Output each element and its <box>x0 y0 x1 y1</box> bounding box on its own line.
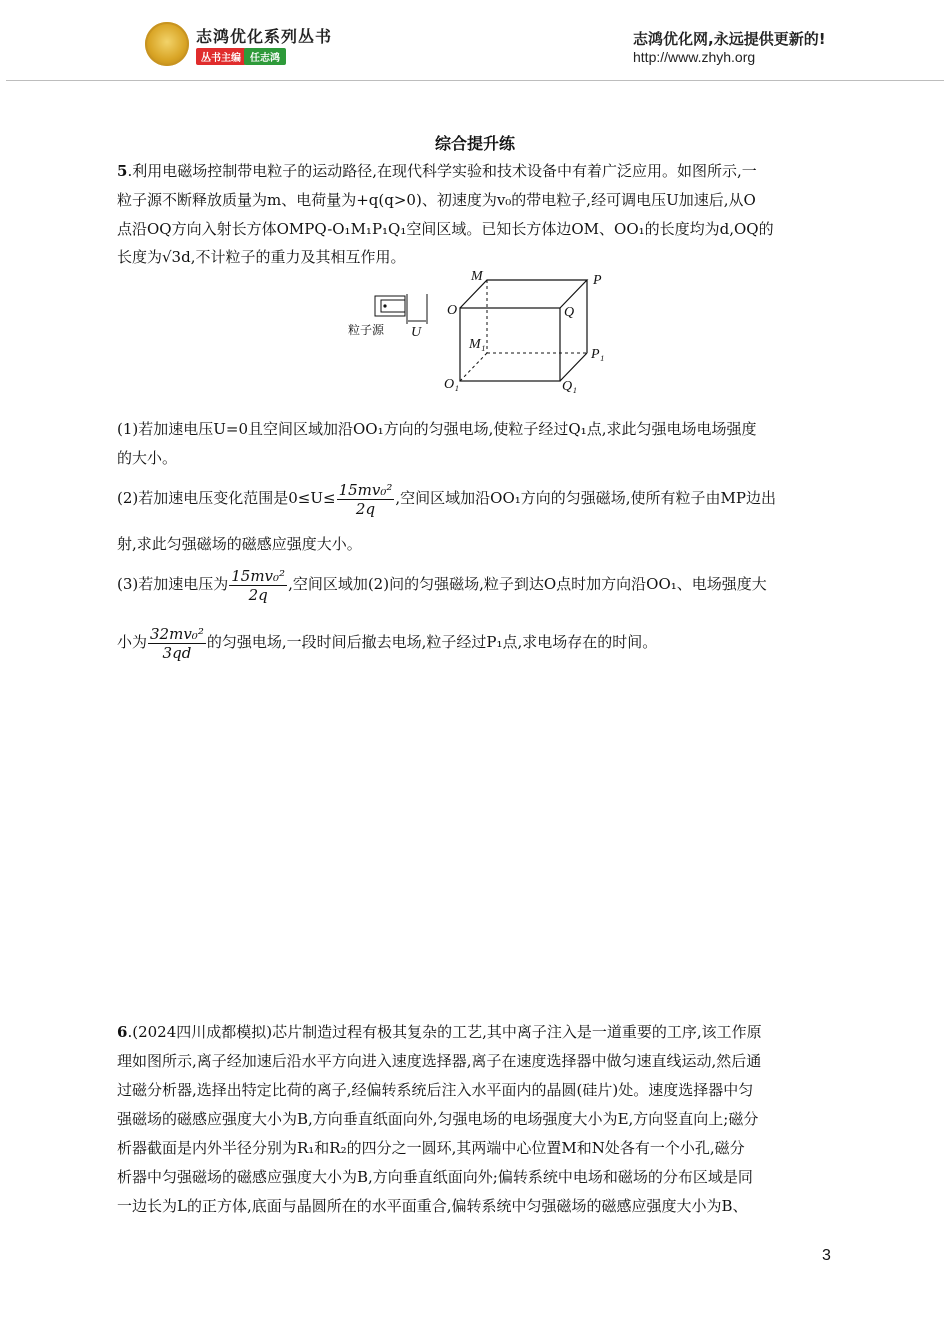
q5-part2-line-1 <box>117 478 833 518</box>
q6-line-7: 一边长为L的正方体,底面与晶圆所在的水平面重合,偏转系统中匀强磁场的磁感应强度大小为B、 <box>117 1197 748 1215</box>
page-number: 3 <box>822 1247 831 1264</box>
fraction-numerator: 15mv₀² <box>231 566 286 585</box>
q5-line-1: 5.利用电磁场控制带电粒子的运动路径,在现代科学实验和技术设备中有着广泛应用。如图所示,一 <box>117 162 757 180</box>
source-label: 粒子源 <box>348 323 385 337</box>
top-face <box>460 280 587 308</box>
q6-line-4: 强磁场的磁感应强度大小为B,方向垂直纸面向外,匀强电场的电场强度大小为E,方向竖直向上;磁分 <box>117 1110 759 1128</box>
q5-part3-line-1 <box>117 564 833 604</box>
q5-part3-line2-post: 的匀强电场,一段时间后撤去电场,粒子经过P₁点,求电场存在的时间。 <box>206 633 658 651</box>
fraction-denominator: 2q <box>355 499 376 518</box>
q6-text-1: 芯片制造过程有极其复杂的工艺,其中离子注入是一道重要的工序,该工作原 <box>272 1023 762 1041</box>
label-Q1: Q₁ <box>562 379 577 394</box>
fraction-numerator: 32mv₀² <box>150 624 204 643</box>
header-url[interactable]: http://www.zhyh.org <box>633 49 756 65</box>
q5-line-4: 长度为√3d,不计粒子的重力及其相互作用。 <box>117 248 406 266</box>
label-P1: P₁ <box>591 347 605 362</box>
q6-line-5: 析器截面是内外半径分别为R₁和R₂的四分之一圆环,其两端中心位置M和N处各有一个小孔,磁分 <box>117 1139 745 1157</box>
label-O1: O₁ <box>444 377 459 392</box>
q5-part2-fraction <box>337 481 395 518</box>
voltage-label: U <box>411 325 422 340</box>
label-P: P <box>593 273 602 288</box>
q5-number: 5 <box>117 162 128 180</box>
q5-line-3: 点沿OQ方向入射长方体OMPQ-O₁M₁P₁Q₁空间区域。已知长方体边OM、OO₁的长度均为d,OQ的 <box>117 220 774 238</box>
chief-editor-label: 丛书主编 <box>196 48 246 65</box>
q5-part2-post: ,空间区域加沿OO₁方向的匀强磁场,使所有粒子由MP边出 <box>395 489 776 507</box>
q5-part1-line-2: 的大小。 <box>117 449 178 467</box>
q5-part3-post: ,空间区域加(2)问的匀强磁场,粒子到达O点时加方向沿OO₁、电场强度大 <box>288 575 767 593</box>
header-slogan: 志鸿优化网,永远提供更新的! <box>633 30 826 48</box>
q6-line-1: 6.(2024四川成都模拟)芯片制造过程有极其复杂的工艺,其中离子注入是一道重要的工序,该工作原 <box>117 1023 762 1041</box>
fraction-numerator: 15mv₀² <box>338 480 393 499</box>
fraction-denominator: 2q <box>248 585 268 604</box>
q5-part3-line-2 <box>117 622 833 662</box>
q5-part3-pre: (3)若加速电压为 <box>117 575 229 593</box>
q6-source: (2024四川成都模拟) <box>132 1023 273 1041</box>
q5-part3-fraction <box>229 567 287 604</box>
label-O: O <box>447 303 458 318</box>
section-title: 综合提升练 <box>434 134 515 153</box>
q5-part3-line2-pre: 小为 <box>117 633 148 651</box>
q5-part2-line-2: 射,求此匀强磁场的磁感应强度大小。 <box>117 535 362 553</box>
header-divider <box>6 80 944 81</box>
edge-p1q1 <box>560 353 587 381</box>
label-Q: Q <box>564 305 575 320</box>
editor-name: 任志鸿 <box>244 48 286 65</box>
q5-text-1: 利用电磁场控制带电粒子的运动路径,在现代科学实验和技术设备中有着广泛应用。如图所示,一 <box>132 162 757 180</box>
q6-line-3: 过磁分析器,选择出特定比荷的离子,经偏转系统后注入水平面内的晶圆(硅片)处。速度选择器中匀 <box>117 1081 754 1099</box>
series-title: 志鸿优化系列丛书 <box>196 27 333 46</box>
q6-line-2: 理如图所示,离子经加速后沿水平方向进入速度选择器,离子在速度选择器中做匀速直线运动,然后通 <box>117 1052 762 1070</box>
q6-line-6: 析器中匀强磁场的磁感应强度大小为B,方向垂直纸面向外;偏转系统中电场和磁场的分布区域是同 <box>117 1168 753 1186</box>
q5-part1-line-1: (1)若加速电压U=0且空间区域加沿OO₁方向的匀强电场,使粒子经过Q₁点,求此匀强电场电场强度 <box>117 420 757 438</box>
label-M1: M₁ <box>469 337 486 352</box>
hidden-edge-m1o1 <box>460 353 487 381</box>
source-dot <box>383 304 386 307</box>
label-M: M <box>471 269 483 284</box>
cuboid-figure <box>345 266 615 396</box>
q5-part2-pre: (2)若加速电压变化范围是0≤U≤ <box>117 489 336 507</box>
q6-number: 6 <box>117 1023 128 1041</box>
fraction-denominator: 3qd <box>162 643 192 662</box>
q5-line-2: 粒子源不断释放质量为m、电荷量为+q(q>0)、初速度为v₀的带电粒子,经可调电压U加速后,从O <box>117 191 756 209</box>
publisher-logo <box>145 22 189 66</box>
q5-part3-fraction-2 <box>148 625 206 662</box>
source-box <box>375 296 405 316</box>
